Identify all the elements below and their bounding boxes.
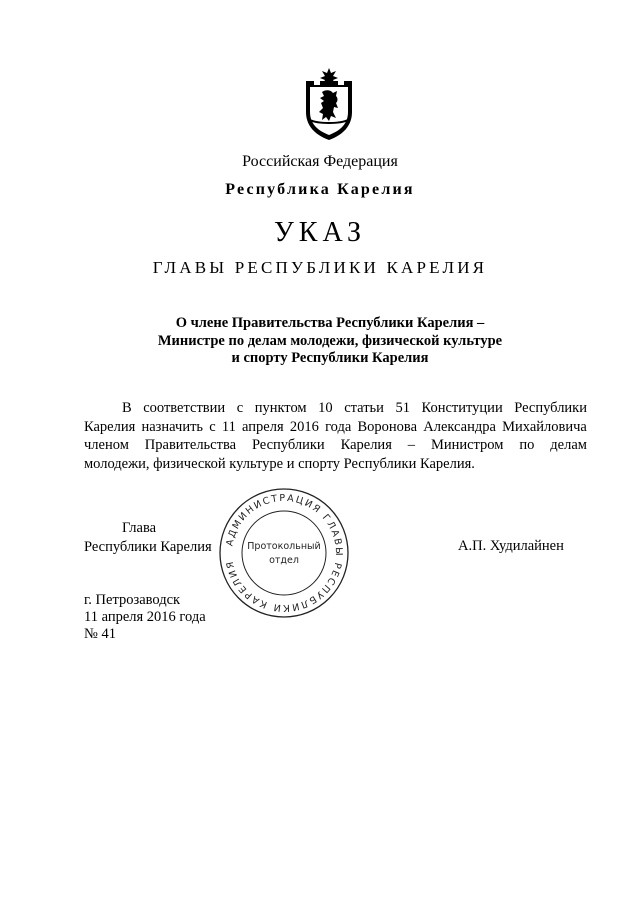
stamp-center-line: Протокольный bbox=[247, 541, 321, 552]
signatory-post-line: Глава bbox=[122, 520, 157, 536]
signatory-post bbox=[84, 519, 212, 557]
stamp-center-line: отдел bbox=[269, 555, 299, 566]
city: г. Петрозаводск bbox=[84, 592, 181, 608]
issuer-title: ГЛАВЫ РЕСПУБЛИКИ КАРЕЛИЯ bbox=[152, 258, 488, 277]
decree-title-line: и спорту Республики Карелия bbox=[231, 350, 429, 366]
karelia-coat-of-arms-icon bbox=[300, 68, 358, 140]
decree-title-line: О члене Правительства Республики Карелия – bbox=[175, 315, 485, 331]
body-line: молодежи, физической культуре и спорту Республики Карелия. bbox=[84, 455, 475, 472]
republic-name: Республика Карелия bbox=[225, 181, 415, 198]
decree-title-line: Министре по делам молодежи, физической культуре bbox=[157, 332, 503, 349]
body-line: членом Правительства Республики Карелия – Министром по делам bbox=[84, 437, 587, 453]
official-stamp bbox=[216, 485, 352, 621]
document-type: УКАЗ bbox=[273, 217, 367, 248]
place-date-number bbox=[84, 592, 206, 643]
body-line: В соответствии с пунктом 10 статьи 51 Конституции Республики bbox=[122, 400, 587, 416]
signatory-name: А.П. Худилайнен bbox=[458, 538, 564, 554]
body-line: Карелия назначить с 11 апреля 2016 года Воронова Александра Михайловича bbox=[84, 418, 587, 435]
stamp-ring-text: АДМИНИСТРАЦИЯ ГЛАВЫ РЕСПУБЛИКИ КАРЕЛИЯ bbox=[224, 492, 345, 614]
decree-title bbox=[130, 315, 530, 368]
decree-body bbox=[84, 399, 587, 473]
decree-number: № 41 bbox=[84, 626, 116, 642]
signatory-post-line: Республики Карелия bbox=[84, 539, 212, 555]
decree-date: 11 апреля 2016 года bbox=[84, 609, 206, 625]
country-name: Российская Федерация bbox=[242, 153, 398, 170]
